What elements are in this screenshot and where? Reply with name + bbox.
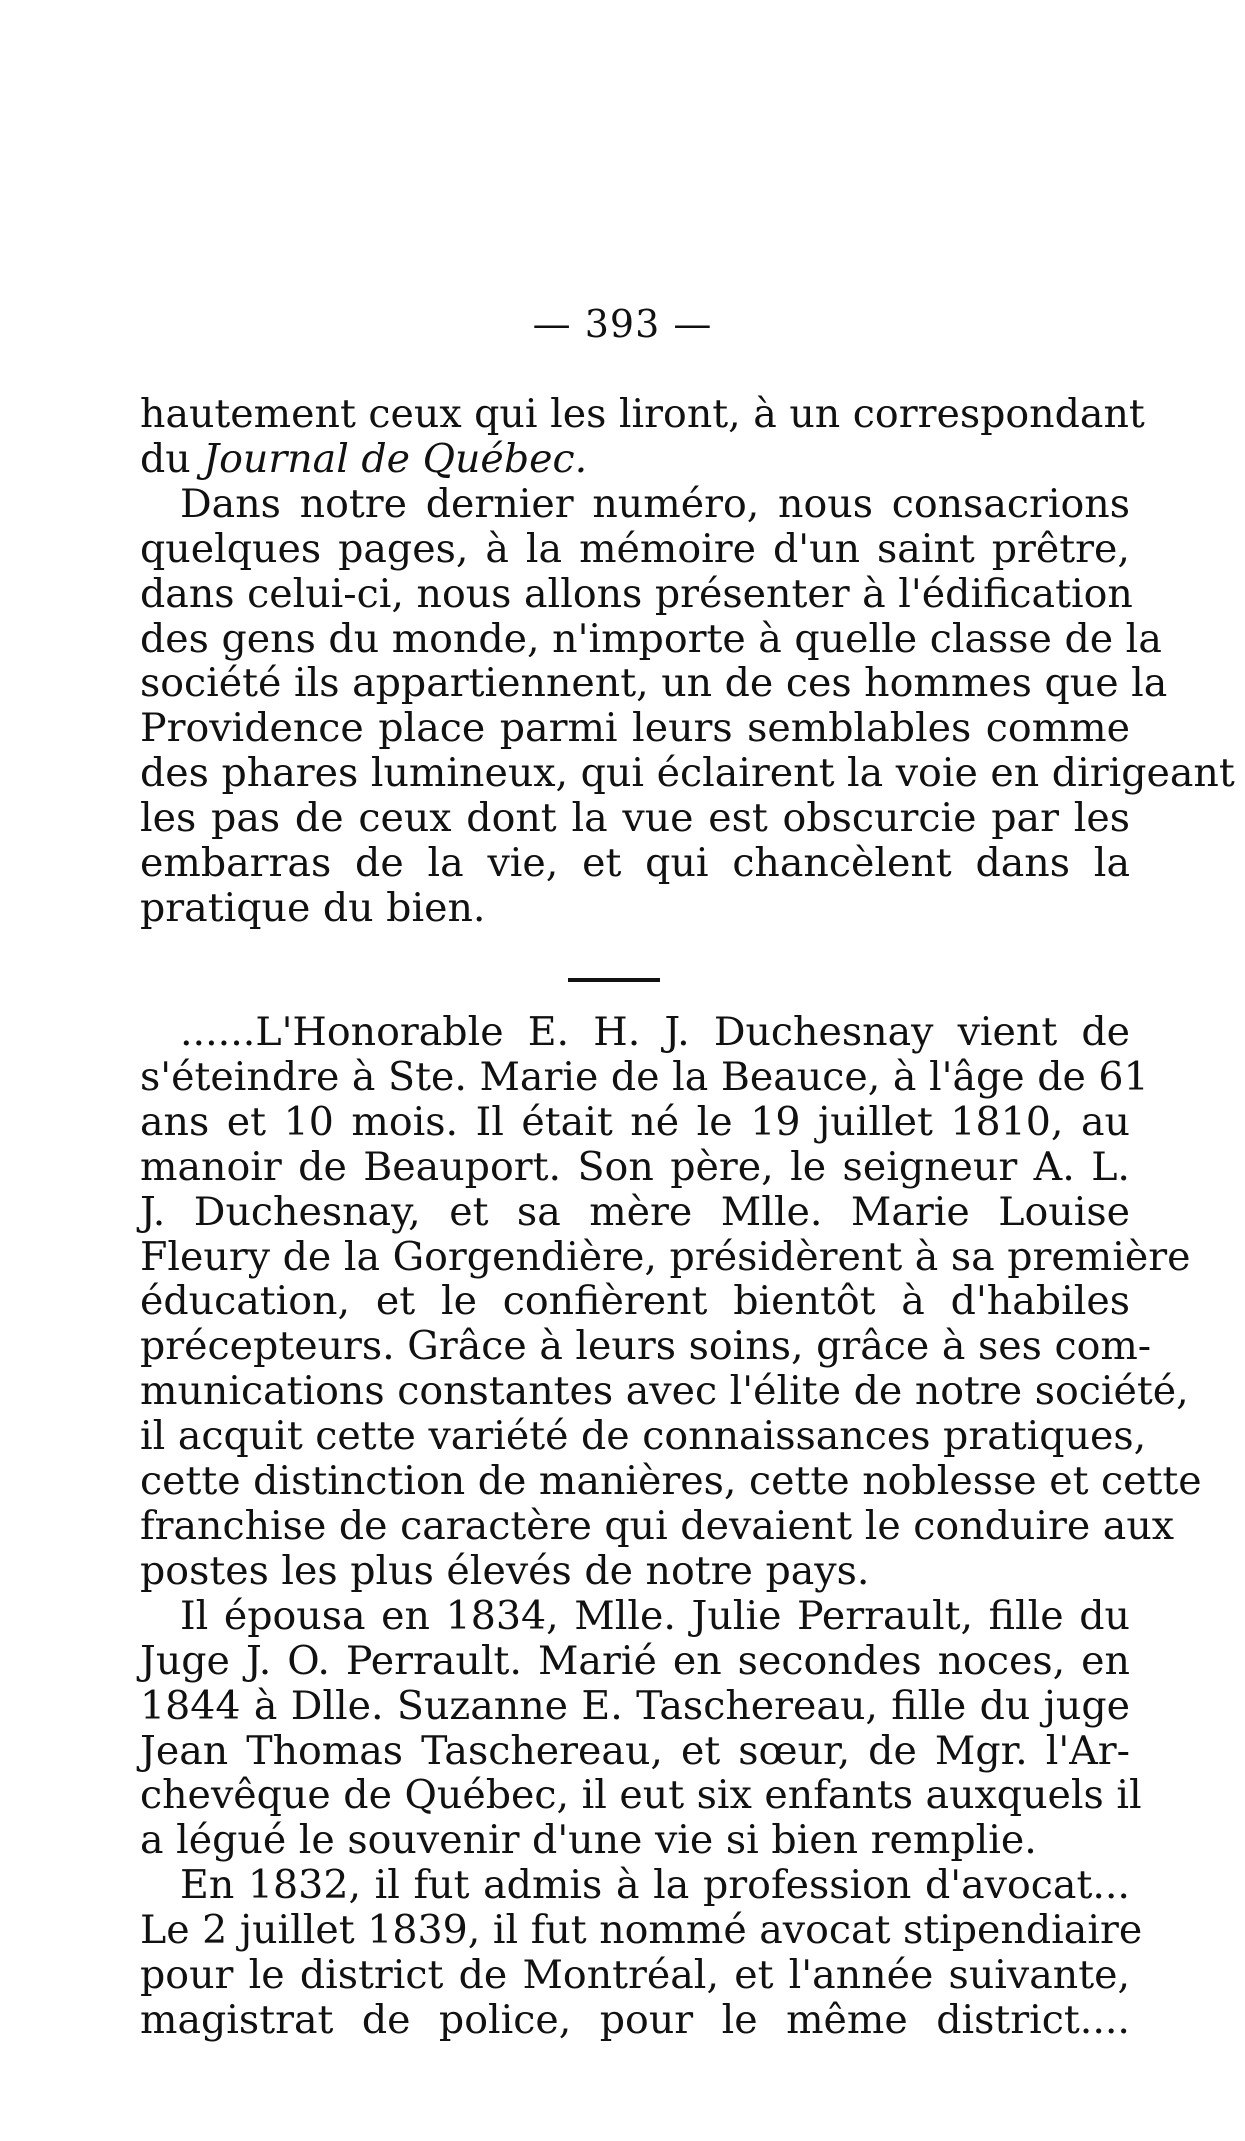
text-line: chevêque de Québec, il eut six enfants auxquels il [140,1772,1142,1819]
text-line: pour le district de Montréal, et l'année suivante, [140,1952,1130,1999]
text-line: Il épousa en 1834, Mlle. Julie Perrault, fille du [180,1592,1130,1639]
text-line: éducation, et le confièrent bientôt à d'habiles [140,1278,1130,1325]
text-line: des gens du monde, n'importe à quelle classe de la [140,615,1162,662]
text-line: cette distinction de manières, cette noblesse et cette [140,1458,1202,1505]
text-line: précepteurs. Grâce à leurs soins, grâce à ses com- [140,1323,1152,1370]
text-line: a légué le souvenir d'une vie si bien remplie. [140,1817,1037,1864]
text-line: quelques pages, à la mémoire d'un saint prêtre, [140,525,1130,572]
text-line: munications constantes avec l'élite de notre société, [140,1368,1189,1415]
text-line: ans et 10 mois. Il était né le 19 juillet 1810, au [140,1098,1130,1145]
text-line: manoir de Beauport. Son père, le seigneur A. L. [140,1143,1130,1190]
text-fragment: du [140,435,204,482]
text-line: s'éteindre à Ste. Marie de la Beauce, à l'âge de 61 [140,1053,1149,1100]
text-line: les pas de ceux dont la vue est obscurcie par les [140,795,1130,842]
text-line [140,437,1130,482]
text-line: des phares lumineux, qui éclairent la voie en dirigeant [140,750,1235,797]
paragraph-block-1 [140,391,1235,931]
section-separator [568,978,660,982]
text-line: ......L'Honorable E. H. J. Duchesnay vient de [180,1009,1130,1055]
text-line: Fleury de la Gorgendière, présidèrent à sa première [140,1233,1191,1280]
text-line: 1844 à Dlle. Suzanne E. Taschereau, fille du juge [140,1682,1130,1729]
text-line: Juge J. O. Perrault. Marié en secondes noces, en [140,1637,1130,1684]
text-line: Le 2 juillet 1839, il fut nommé avocat stipendiaire [140,1907,1143,1954]
page-number: — 393 — [532,302,713,346]
text-line: magistrat de police, pour le même district.... [140,1996,1130,2043]
text-line: Providence place parmi leurs semblables comme [140,705,1130,752]
text-line: pratique du bien. [140,884,486,931]
text-line: J. Duchesnay, et sa mère Mlle. Marie Louise [140,1188,1130,1235]
text-line: il acquit cette variété de connaissances pratiques, [140,1413,1147,1460]
text-line: société ils appartiennent, un de ces hommes que la [140,660,1168,707]
paragraph-block-2 [140,1009,1202,2043]
text-line: franchise de caractère qui devaient le conduire aux [140,1502,1175,1549]
text-line: hautement ceux qui les liront, à un correspondant [140,391,1145,437]
text-line: dans celui-ci, nous allons présenter à l'édification [140,570,1133,617]
text-line: Dans notre dernier numéro, nous consacrions [180,480,1130,527]
text-line: postes les plus élevés de notre pays. [140,1547,870,1594]
text-line: embarras de la vie, et qui chancèlent dans la [140,840,1130,887]
text-line: Jean Thomas Taschereau, et sœur, de Mgr. l'Ar- [140,1727,1130,1774]
text-line: En 1832, il fut admis à la profession d'avocat... [180,1862,1130,1909]
newspaper-title: Journal de Québec. [203,435,588,482]
